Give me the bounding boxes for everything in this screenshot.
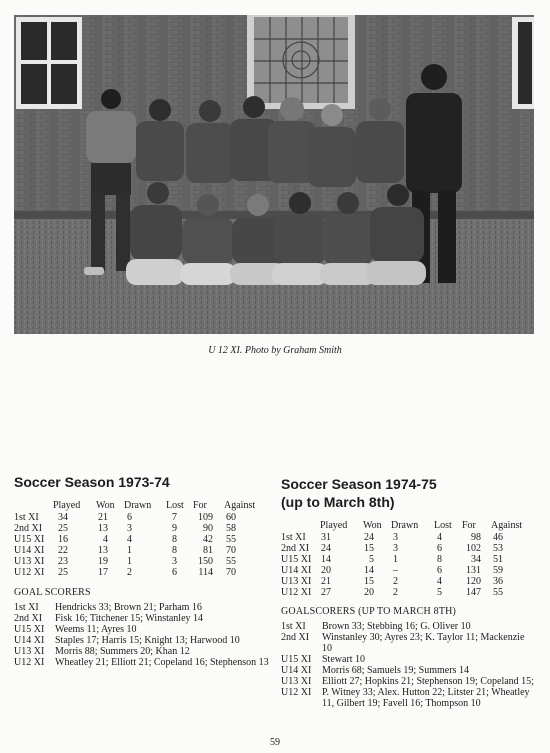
table-cell: 21 bbox=[98, 512, 108, 523]
scorer-team: U14 XI bbox=[14, 635, 45, 646]
scorer-team: 1st XI bbox=[281, 621, 306, 632]
scorer-names: Brown 33; Stebbing 16; G. Oliver 10 bbox=[322, 621, 471, 632]
goal-scorers-heading: GOAL SCORERS bbox=[14, 587, 91, 598]
scorer-names: Stewart 10 bbox=[322, 654, 366, 665]
scorer-names: Wheatley 21; Elliott 21; Copeland 16; Stephenson 13 bbox=[55, 657, 269, 668]
list-item bbox=[14, 657, 269, 668]
col-played: Played bbox=[320, 520, 348, 531]
table-cell: 70 bbox=[226, 545, 236, 556]
col-drawn: Drawn bbox=[124, 500, 152, 511]
scorer-team: 2nd XI bbox=[14, 613, 43, 624]
table-cell: 24 bbox=[321, 543, 331, 554]
table-cell: 70 bbox=[226, 567, 236, 578]
table-cell: 1 bbox=[127, 556, 132, 567]
table-cell: 24 bbox=[364, 532, 374, 543]
scorer-team: 1st XI bbox=[14, 602, 39, 613]
table-row-team: U12 XI bbox=[281, 587, 312, 598]
table-cell: 3 bbox=[393, 543, 398, 554]
season-1974-75-subtitle: (up to March 8th) bbox=[281, 494, 395, 510]
list-item bbox=[14, 602, 269, 613]
table-cell: 58 bbox=[226, 523, 236, 534]
scorer-names: Fisk 16; Titchener 15; Winstanley 14 bbox=[55, 613, 204, 624]
table-cell: 15 bbox=[364, 543, 374, 554]
table-cell: 14 bbox=[321, 554, 331, 565]
table-cell: 25 bbox=[58, 567, 68, 578]
table-cell: 3 bbox=[172, 556, 177, 567]
table-row-team: U14 XI bbox=[281, 565, 312, 576]
table-cell: 6 bbox=[437, 543, 442, 554]
table-cell: 42 bbox=[203, 534, 213, 545]
table-cell: 60 bbox=[226, 512, 236, 523]
table-cell: 109 bbox=[198, 512, 213, 523]
table-cell: 102 bbox=[466, 543, 481, 554]
scorer-names: Hendricks 33; Brown 21; Parham 16 bbox=[55, 602, 202, 613]
table-cell: 6 bbox=[172, 567, 177, 578]
season-1974-75-title: Soccer Season 1974-75 bbox=[281, 476, 437, 492]
table-cell: 13 bbox=[98, 523, 108, 534]
table-cell: 1 bbox=[127, 545, 132, 556]
table-row-team: 1st XI bbox=[14, 512, 39, 523]
col-against: Against bbox=[491, 520, 523, 531]
col-for: For bbox=[193, 500, 207, 511]
table-cell: 20 bbox=[321, 565, 331, 576]
scorer-team: U15 XI bbox=[281, 654, 312, 665]
table-cell: 3 bbox=[127, 523, 132, 534]
table-cell: 2 bbox=[393, 587, 398, 598]
table-row-team: U14 XI bbox=[14, 545, 45, 556]
table-cell: 22 bbox=[58, 545, 68, 556]
scorer-team: U12 XI bbox=[281, 687, 312, 698]
col-for: For bbox=[462, 520, 476, 531]
scorer-team: U15 XI bbox=[14, 624, 45, 635]
table-cell: 114 bbox=[198, 567, 213, 578]
scorer-team: U13 XI bbox=[281, 676, 312, 687]
table-cell: 98 bbox=[471, 532, 481, 543]
scorer-team: U13 XI bbox=[14, 646, 45, 657]
table-cell: 8 bbox=[172, 545, 177, 556]
table-row-team: U13 XI bbox=[281, 576, 312, 587]
table-row-team: U12 XI bbox=[14, 567, 45, 578]
season-1973-74-title: Soccer Season 1973-74 bbox=[14, 474, 170, 490]
table-cell: 55 bbox=[226, 534, 236, 545]
table-cell: 53 bbox=[493, 543, 503, 554]
table-cell: 131 bbox=[466, 565, 481, 576]
table-cell: 17 bbox=[98, 567, 108, 578]
table-cell: 25 bbox=[58, 523, 68, 534]
scorer-names: Morris 68; Samuels 19; Summers 14 bbox=[322, 665, 469, 676]
table-cell: 51 bbox=[493, 554, 503, 565]
scorer-names: Winstanley 30; Ayres 23; K. Taylor 11; Mackenzie 10 bbox=[322, 632, 525, 654]
table-cell: 3 bbox=[393, 532, 398, 543]
col-against: Against bbox=[224, 500, 256, 511]
scorer-names: Morris 88; Summers 20; Khan 12 bbox=[55, 646, 190, 657]
table-cell: 4 bbox=[103, 534, 108, 545]
table-cell: 150 bbox=[198, 556, 213, 567]
table-cell: 4 bbox=[127, 534, 132, 545]
scorer-team: U12 XI bbox=[14, 657, 45, 668]
table-cell: 120 bbox=[466, 576, 481, 587]
table-cell: 2 bbox=[127, 567, 132, 578]
goal-scorers-list bbox=[14, 602, 269, 668]
list-item bbox=[281, 676, 536, 687]
table-cell: 4 bbox=[437, 576, 442, 587]
scorer-names: Elliott 27; Hopkins 21; Stephenson 19; Copeland 15; bbox=[322, 676, 534, 687]
photo-caption: U 12 XI. Photo by Graham Smith bbox=[208, 345, 342, 356]
col-won: Won bbox=[363, 520, 382, 531]
list-item bbox=[14, 646, 269, 657]
list-item bbox=[281, 687, 536, 709]
table-cell: 2 bbox=[393, 576, 398, 587]
table-row-team: 2nd XI bbox=[281, 543, 310, 554]
table-row-team: U13 XI bbox=[14, 556, 45, 567]
table-cell: 6 bbox=[127, 512, 132, 523]
table-cell: 16 bbox=[58, 534, 68, 545]
table-cell: 19 bbox=[98, 556, 108, 567]
scorer-team: U14 XI bbox=[281, 665, 312, 676]
table-cell: 1 bbox=[393, 554, 398, 565]
table-cell: 14 bbox=[364, 565, 374, 576]
table-row-team: 1st XI bbox=[281, 532, 306, 543]
table-cell: 31 bbox=[321, 532, 331, 543]
table-cell: 20 bbox=[364, 587, 374, 598]
table-cell: 8 bbox=[172, 534, 177, 545]
table-cell: 34 bbox=[58, 512, 68, 523]
table-cell: 4 bbox=[437, 532, 442, 543]
table-cell: 23 bbox=[58, 556, 68, 567]
col-drawn: Drawn bbox=[391, 520, 419, 531]
scorer-names: Weems 11; Ayres 10 bbox=[55, 624, 137, 635]
table-cell: 59 bbox=[493, 565, 503, 576]
goal-scorers-list bbox=[281, 621, 536, 709]
page-number: 59 bbox=[270, 737, 280, 748]
table-cell: 6 bbox=[437, 565, 442, 576]
col-won: Won bbox=[96, 500, 115, 511]
table-row-team: U15 XI bbox=[14, 534, 45, 545]
table-cell: 7 bbox=[172, 512, 177, 523]
table-cell: 27 bbox=[321, 587, 331, 598]
table-cell: 13 bbox=[98, 545, 108, 556]
scorer-names: P. Witney 33; Alex. Hutton 22; Litster 21; Wheatley 11, Gilbert 19; Favell 16; Thompson 10 bbox=[322, 687, 530, 709]
table-cell: 34 bbox=[471, 554, 481, 565]
list-item bbox=[281, 665, 536, 676]
table-cell: 147 bbox=[466, 587, 481, 598]
scorer-names: Staples 17; Harris 15; Knight 13; Harwood 10 bbox=[55, 635, 240, 646]
table-cell: 15 bbox=[364, 576, 374, 587]
table-cell: – bbox=[393, 565, 398, 576]
table-cell: 5 bbox=[369, 554, 374, 565]
list-item bbox=[281, 632, 536, 654]
col-lost: Lost bbox=[434, 520, 452, 531]
list-item bbox=[281, 654, 536, 665]
table-cell: 55 bbox=[493, 587, 503, 598]
list-item bbox=[14, 635, 269, 646]
table-cell: 81 bbox=[203, 545, 213, 556]
col-lost: Lost bbox=[166, 500, 184, 511]
list-item bbox=[14, 624, 269, 635]
team-photo bbox=[14, 15, 534, 334]
table-cell: 21 bbox=[321, 576, 331, 587]
table-cell: 36 bbox=[493, 576, 503, 587]
col-played: Played bbox=[53, 500, 81, 511]
table-cell: 55 bbox=[226, 556, 236, 567]
table-cell: 5 bbox=[437, 587, 442, 598]
goal-scorers-heading: GOALSCORERS (UP TO MARCH 8TH) bbox=[281, 606, 457, 617]
list-item bbox=[14, 613, 269, 624]
table-cell: 90 bbox=[203, 523, 213, 534]
scorer-team: 2nd XI bbox=[281, 632, 310, 643]
table-cell: 46 bbox=[493, 532, 503, 543]
table-row-team: 2nd XI bbox=[14, 523, 43, 534]
list-item bbox=[281, 621, 536, 632]
table-cell: 9 bbox=[172, 523, 177, 534]
table-row-team: U15 XI bbox=[281, 554, 312, 565]
table-cell: 8 bbox=[437, 554, 442, 565]
